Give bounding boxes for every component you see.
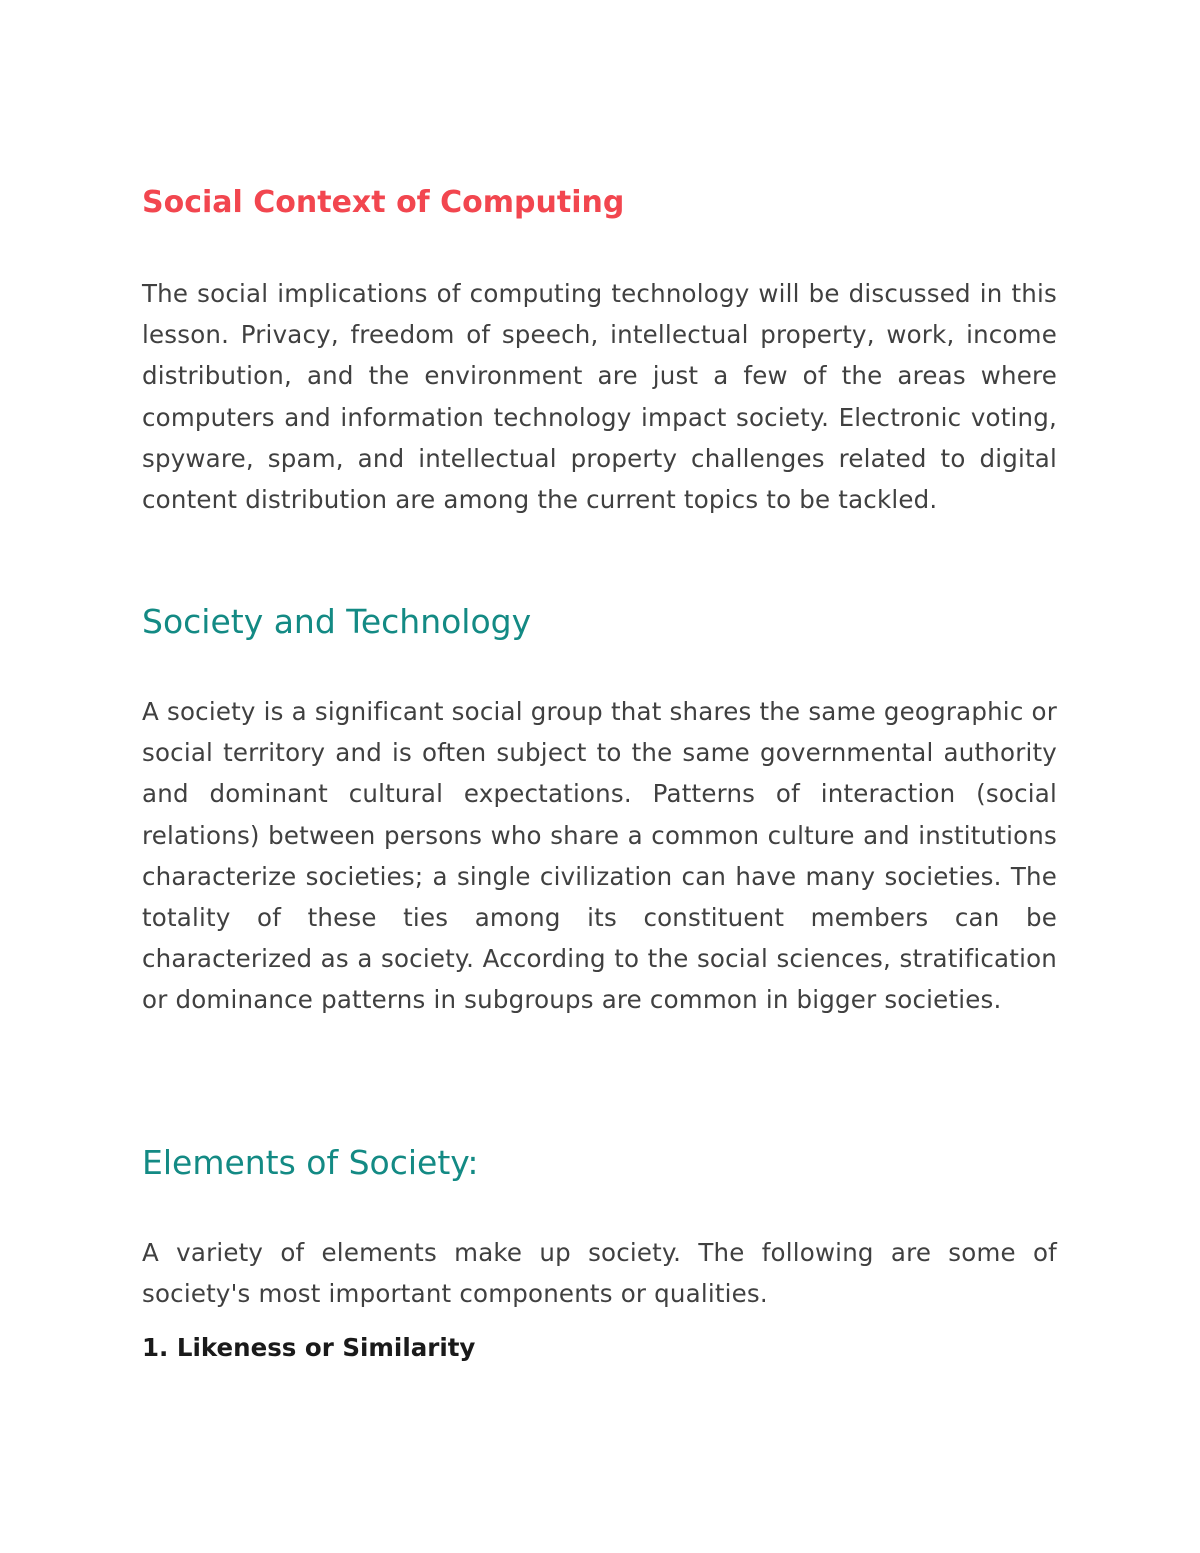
list-item-heading-likeness: 1. Likeness or Similarity <box>142 1333 476 1362</box>
intro-paragraph: The social implications of computing technology will be discussed in this lesson. Privacy, freedom of speech, intellectual property, work, income distribution, and the environment are just a few of the areas where computers and information technology impact society. Electronic voting, spyware, spam, and intellectual property challenges related to digital content distribution are among the current topics to be tackled. <box>142 279 1057 515</box>
society-paragraph: A society is a significant social group that shares the same geographic or social territory and is often subject to the same governmental authority and dominant cultural expectations. Patterns of interaction (social relations) between persons who share a common culture and institutions characterize societies; a single civilization can have many societies. The totality of these ties among its constituent members can be characterized as a society. According to the social sciences, stratification or dominance patterns in subgroups are common in bigger societies. <box>142 697 1057 1015</box>
elements-paragraph: A variety of elements make up society. The following are some of society's most important components or qualities. <box>142 1238 1057 1309</box>
section-heading-society-and-technology: Society and Technology <box>142 602 532 641</box>
document-title: Social Context of Computing <box>142 185 625 220</box>
section-heading-elements-of-society: Elements of Society: <box>142 1143 479 1182</box>
